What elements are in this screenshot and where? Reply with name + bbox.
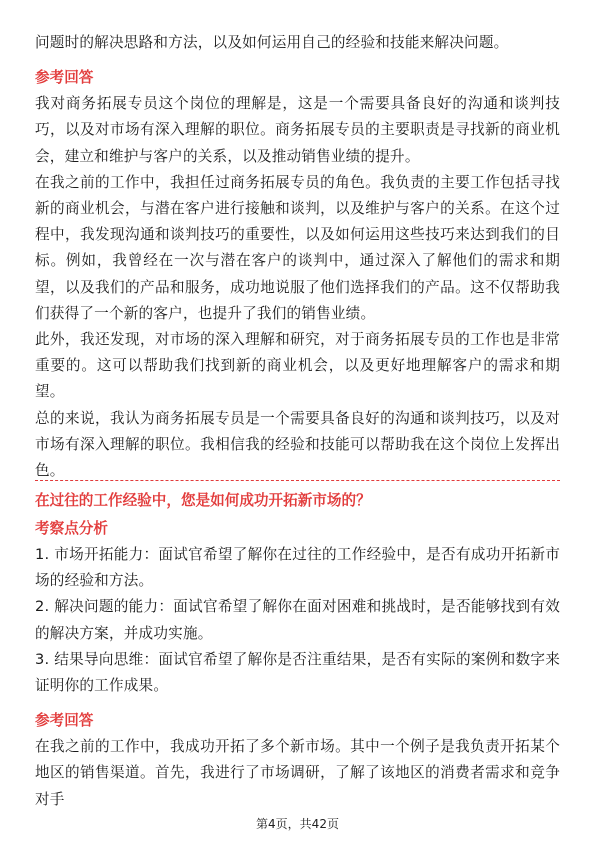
- analysis-point-2: 2. 解决问题的能力：面试官希望了解你在面对困难和挑战时，是否能够找到有效的解决方案，并成功实施。: [35, 598, 560, 642]
- section-divider: [35, 480, 560, 481]
- answer-1-paragraph-2: 在我之前的工作中，我担任过商务拓展专员的角色。我负责的主要工作包括寻找新的商业机会，与潜在客户进行接触和谈判，以及维护与客户的关系。在这个过程中，我发现沟通和谈判技巧的重要性，以及如何运用这些技巧来达到我们的目标。例如，我曾经在一次与潜在客户的谈判中，通过深入了解他们的需求和期望，以及我们的产品和服务，成功地说服了他们选择我们的产品。这不仅帮助我们获得了一个新的客户，也提升了我们的销售业绩。: [35, 173, 560, 322]
- answer-1-paragraph-4: 总的来说，我认为商务拓展专员是一个需要具备良好的沟通和谈判技巧，以及对市场有深入理解的职位。我相信我的经验和技能可以帮助我在这个岗位上发挥出色。: [35, 409, 560, 480]
- answer-2-paragraph-1: 在我之前的工作中，我成功开拓了多个新市场。其中一个例子是我负责开拓某个地区的销售渠道。首先，我进行了市场调研，了解了该地区的消费者需求和竞争对手: [35, 738, 560, 808]
- page-number: 第4页，共42页: [256, 817, 339, 831]
- question-2-title: 在过往的工作经验中，您是如何成功开拓新市场的？: [35, 492, 371, 509]
- answer-label-1: 参考回答: [35, 69, 94, 87]
- analysis-point-3: 3. 结果导向思维：面试官希望了解你是否注重结果，是否有实际的案例和数字来证明你的工作成果。: [35, 650, 560, 695]
- analysis-point-1: 1. 市场开拓能力：面试官希望了解你在过往的工作经验中，是否有成功开拓新市场的经验和方法。: [35, 546, 560, 590]
- answer-1-paragraph-1: 我对商务拓展专员这个岗位的理解是，这是一个需要具备良好的沟通和谈判技巧，以及对市场有深入理解的职位。商务拓展专员的主要职责是寻找新的商业机会，建立和维护与客户的关系，以及推动销售业绩的提升。: [35, 95, 560, 165]
- analysis-label: 考察点分析: [35, 520, 108, 537]
- question-2-section: [35, 488, 560, 813]
- answer-1-paragraph-3: 此外，我还发现，对市场的深入理解和研究，对于商务拓展专员的工作也是非常重要的。这可以帮助我们找到新的商业机会，以及更好地理解客户的需求和期望。: [35, 331, 560, 401]
- continuation-text: 问题时的解决思路和方法，以及如何运用自己的经验和技能来解决问题。: [35, 34, 509, 51]
- document-page: [35, 30, 560, 808]
- answer-label-2: 参考回答: [35, 712, 94, 730]
